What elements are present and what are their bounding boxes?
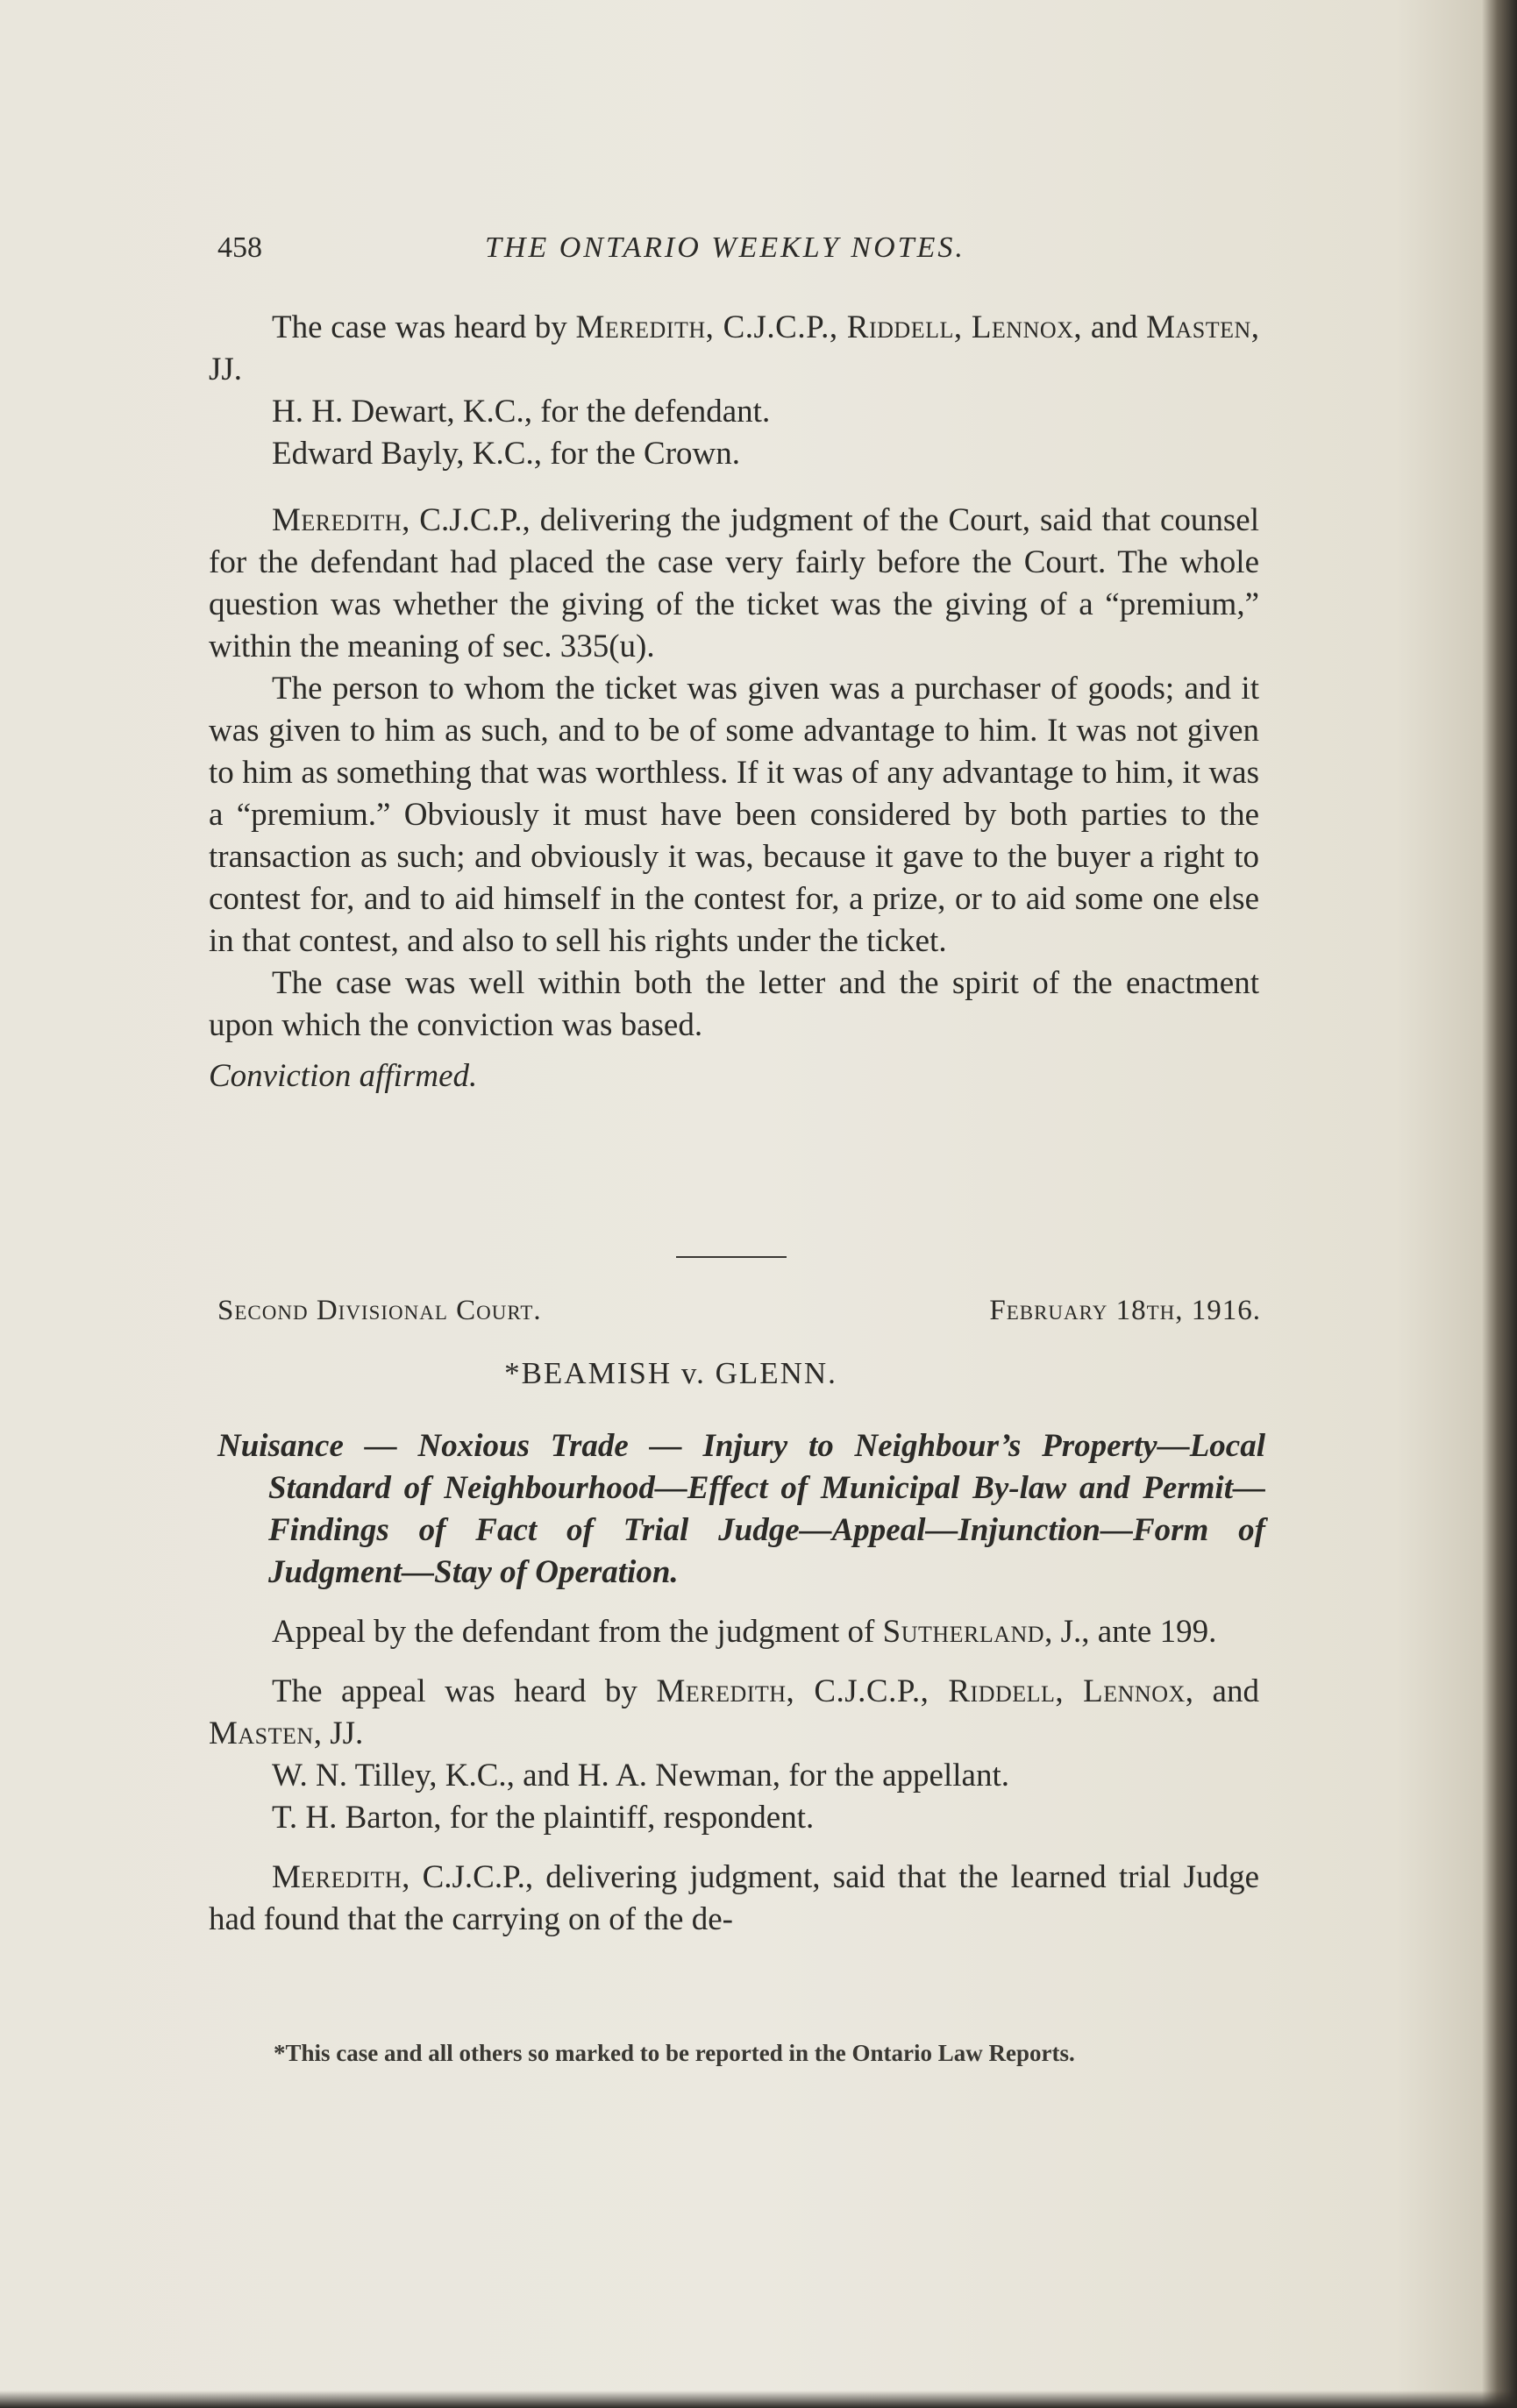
heard-by-paragraph-2: The appeal was heard by Meredith, C.J.C.P., Riddell, Lennox, and Masten, JJ. — [209, 1673, 1259, 1751]
court-date-row — [217, 1295, 1261, 1333]
page-number: 458 — [217, 231, 262, 264]
counsel-defendant: H. H. Dewart, K.C., for the defendant. — [272, 394, 771, 430]
case1-judgment — [209, 500, 1259, 1097]
case-result: Conviction affirmed. — [209, 1058, 478, 1094]
case-title: *BEAMISH v. GLENN. — [504, 1356, 837, 1390]
counsel-appellant: W. N. Tilley, K.C., and H. A. Newman, for the appellant. — [272, 1758, 1009, 1794]
page-bottom-edge — [0, 2390, 1517, 2408]
headnote: Nuisance — Noxious Trade — Injury to Neighbour’s Property—Local Standard of Neighbourhood—Effect of Municipal By-law and Permit—Findings of Fact of Trial Judge—Appeal—Injunction—Form of Judgment—Stay of Operation. — [217, 1428, 1265, 1590]
appeal-paragraph: Appeal by the defendant from the judgment of Sutherland, J., ante 199. — [272, 1614, 1217, 1650]
page-binding-shadow — [1482, 0, 1517, 2408]
counsel-respondent: T. H. Barton, for the plaintiff, respondent. — [272, 1800, 815, 1836]
section-divider — [676, 1256, 787, 1258]
judgment-paragraph-case2: Meredith, C.J.C.P., delivering judgment, said that the learned trial Judge had found that the carrying on of the de- — [209, 1859, 1259, 1937]
counsel-crown: Edward Bayly, K.C., for the Crown. — [272, 436, 741, 472]
judgment-paragraph: Meredith, C.J.C.P., delivering the judgment of the Court, said that counsel for the defendant had placed the case very fairly before the Court. The whole question was whether the giving of the ticket was the giving of a “premium,” within the meaning of sec. 335(u). — [209, 502, 1259, 664]
judgment-paragraph-3: The case was well within both the letter and the spirit of the enactment upon which the conviction was based. — [209, 965, 1259, 1043]
judgment-paragraph-2: The person to whom the ticket was given was a purchaser of goods; and it was given to him as such, and to be of some advantage to him. It was not given to him as something that was worthless. If it was of any advantage to him, it was a “premium.” Obviously it must have been considered by both parties to the transaction as such; and obviously it was, because it gave to the buyer a right to contest for, and to aid himself in the contest for, a prize, or to aid some one else in that contest, and also to sell his rights under the ticket. — [209, 671, 1259, 959]
decision-date: February 18th, 1916. — [989, 1295, 1261, 1326]
case2-body — [209, 1611, 1259, 1941]
running-title: THE ONTARIO WEEKLY NOTES. — [485, 231, 965, 264]
court-name: Second Divisional Court. — [217, 1295, 542, 1326]
case1-bench — [209, 307, 1259, 475]
heard-by-paragraph: The case was heard by Meredith, C.J.C.P., Riddell, Lennox, and Masten, JJ. — [209, 309, 1259, 387]
running-header — [217, 231, 1270, 266]
footnote: *This case and all others so marked to be reported in the Ontario Law Reports. — [274, 2040, 1075, 2066]
